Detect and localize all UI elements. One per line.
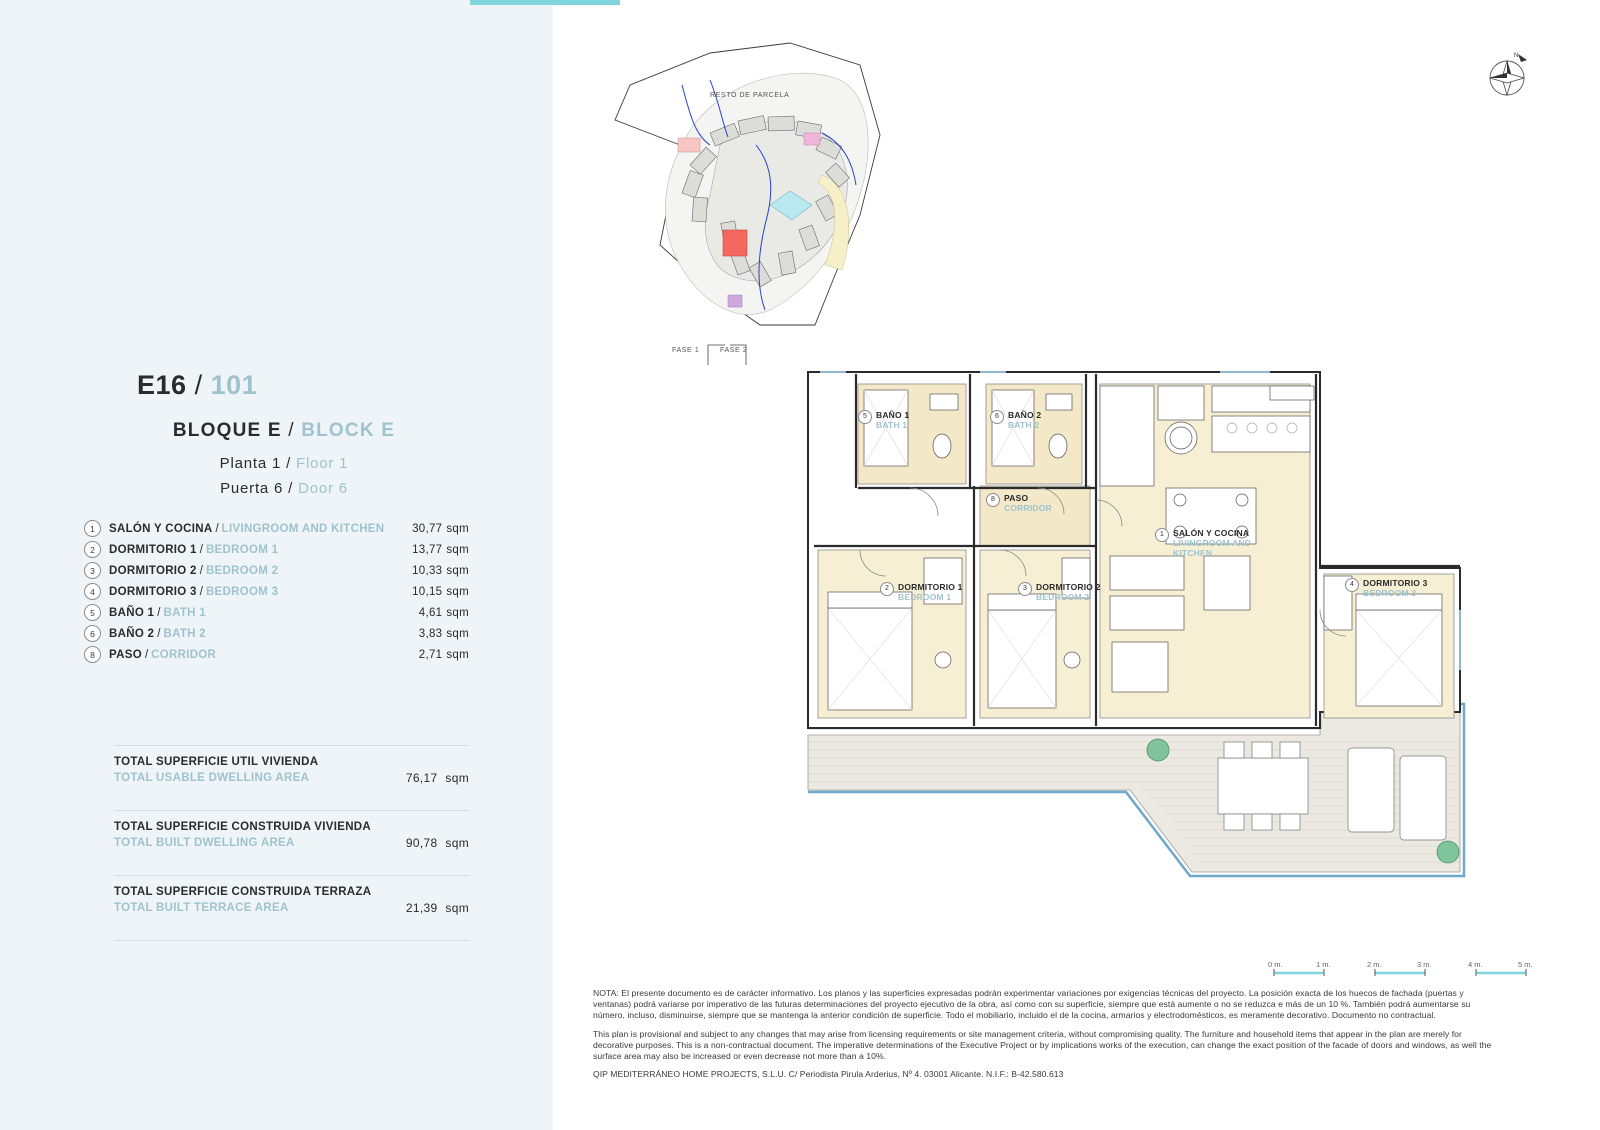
sitemap-phase2-label: FASE 2 [720,347,748,354]
room-area-unit: sqm [446,564,469,577]
room-area [384,523,469,535]
block-label-es: BLOQUE E [172,420,282,441]
room-name-en: BATH 1 [163,606,206,619]
plan-tag-bath-1 [858,410,909,430]
room-row [84,560,469,581]
total-value [406,901,469,915]
total-terrace-area [114,876,469,941]
door-line [84,480,484,497]
floor-label-es: Planta 1 [219,455,282,472]
plan-tag-number: 8 [986,493,1000,507]
room-schedule [84,518,469,665]
room-area [377,649,469,661]
plan-tag-number: 3 [1018,582,1032,596]
door-label-en: Door 6 [298,480,348,497]
floor-separator: / [286,455,292,472]
plan-tag-en: BATH 2 [1008,420,1040,430]
block-separator: / [288,420,295,441]
total-label-es: TOTAL SUPERFICIE CONSTRUIDA TERRAZA [114,886,372,898]
total-value-unit: sqm [445,836,469,850]
sitemap-phase1-label: FASE 1 [672,347,700,354]
block-line [84,420,484,442]
scale-label-4: 4 m. [1468,960,1483,969]
room-number-badge: 5 [84,604,101,621]
room-name-separator: / [157,606,161,619]
total-label-es: TOTAL SUPERFICIE UTIL VIVIENDA [114,756,319,768]
plan-tag-en: BATH 1 [876,420,908,430]
plan-tag-es: SALÓN Y COCINA [1173,528,1250,538]
room-number-badge: 3 [84,562,101,579]
total-value [406,771,469,785]
scale-bar-svg [1270,960,1535,978]
room-area-unit: sqm [446,543,469,556]
block-label-en: BLOCK E [301,420,396,441]
total-value [406,836,469,850]
unit-title-separator: / [194,370,203,400]
plan-tag-bedroom-3 [1345,578,1428,598]
site-map-svg [560,25,920,365]
total-value-unit: sqm [445,771,469,785]
room-name-en: BEDROOM 1 [205,543,279,556]
room-row [84,602,469,623]
room-name-separator: / [199,543,203,556]
sitemap-parcel-label: RESTO DE PARCELA [710,92,790,99]
floor-label-en: Floor 1 [296,455,349,472]
total-label-en: TOTAL USABLE DWELLING AREA [114,772,310,784]
scale-label-1: 1 m. [1316,960,1331,969]
total-value-number: 76,17 [405,771,438,785]
room-name-en: LIVINGROOM AND KITCHEN [221,522,385,535]
plan-tag-en: BEDROOM 1 [898,592,952,602]
plan-tag-bedroom-2 [1018,582,1101,602]
room-number-badge: 1 [84,520,101,537]
plan-tag-es: PASO [1004,493,1029,503]
room-name-en: BEDROOM 2 [205,564,279,577]
plan-tag-bedroom-1 [880,582,963,602]
room-name-es: DORMITORIO 1 [109,543,197,556]
unit-title [137,370,257,401]
room-area [377,607,469,619]
compass-north-letter: N [1514,53,1519,59]
room-row [84,518,469,539]
room-name-es: BAÑO 2 [109,627,155,640]
room-area-value: 10,33 [412,564,443,577]
plan-tag-es: BAÑO 1 [876,410,910,420]
plan-tag-es: BAÑO 2 [1008,410,1042,420]
room-row [84,539,469,560]
room-name-es: PASO [109,648,142,661]
total-usable-area [114,745,469,811]
room-number-badge: 2 [84,541,101,558]
plan-tag-en: BEDROOM 3 [1363,588,1417,598]
plan-tag-es: DORMITORIO 3 [1363,578,1428,588]
room-row [84,644,469,665]
info-panel [0,0,553,1130]
company-info: QIP MEDITERRÁNEO HOME PROJECTS, S.L.U. C/ Periodista Pirula Arderius, Nº 4. 03001 Alicante. N.I.F.: B-42.580.613 [593,1069,1064,1080]
room-area-value: 10,15 [412,585,443,598]
total-label-es: TOTAL SUPERFICIE CONSTRUIDA VIVIENDA [114,821,372,833]
room-name-es: DORMITORIO 3 [109,585,197,598]
room-name-es: SALÓN Y COCINA [109,522,213,535]
room-area-unit: sqm [446,585,469,598]
room-number-badge: 6 [84,625,101,642]
total-label-en: TOTAL BUILT DWELLING AREA [114,837,295,849]
room-number-badge: 8 [84,646,101,663]
total-value-number: 21,39 [405,901,438,915]
room-name-es: BAÑO 1 [109,606,155,619]
room-name-separator: / [144,648,149,661]
note-english: This plan is provisional and subject to any changes that may arise from licensing requirements or site management criteria, without compromising quality. The furniture and household items that appear in the plan are merely for decorative purposes. This is a non-contractual document. The imperative determinations of the Executive Project or by implications works of the execution, can change the exact position of the facade of doors and windows, as well the surface area may also be increased or even decrease not more than a 10%. [593,1028,1492,1062]
total-built-area [114,811,469,876]
room-area-unit: sqm [446,648,469,661]
room-area-value: 4,61 [418,606,443,619]
floor-plan-drawing [800,360,1520,940]
scale-label-5: 5 m. [1518,960,1533,969]
scale-label-2: 2 m. [1367,960,1382,969]
room-name-separator: / [157,627,161,640]
accent-bar [470,0,620,5]
plan-tag-es: DORMITORIO 2 [1036,582,1101,592]
floor-plan-svg [800,360,1520,940]
plan-tag-corridor [986,493,1052,513]
compass-rose-icon [1478,48,1536,106]
room-area-value: 30,77 [412,522,443,535]
room-name-en: BEDROOM 3 [205,585,279,598]
room-area-unit: sqm [446,627,469,640]
room-area-unit: sqm [446,606,469,619]
plan-tag-en: BEDROOM 2 [1036,592,1090,602]
door-label-es: Puerta 6 [220,480,284,497]
room-row [84,623,469,644]
plan-tag-en: CORRIDOR [1004,503,1052,513]
scale-label-0: 0 m. [1268,960,1283,969]
room-row [84,581,469,602]
totals-section [114,745,469,941]
scale-bar [1270,960,1535,978]
plan-tag-bath-2 [990,410,1041,430]
plan-tag-es: DORMITORIO 1 [898,582,963,592]
room-area [377,628,469,640]
plan-tag-livingroom-kitchen [1155,528,1275,558]
door-separator: / [288,480,294,497]
total-label-en: TOTAL BUILT TERRACE AREA [114,902,289,914]
plan-tag-number: 4 [1345,578,1359,592]
plan-tag-number: 1 [1155,528,1169,542]
room-name-separator: / [199,585,203,598]
room-name-separator: / [199,564,203,577]
total-value-unit: sqm [445,901,469,915]
legal-notes [593,988,1503,1080]
unit-alt-code: 101 [210,370,258,400]
room-name-es: DORMITORIO 2 [109,564,197,577]
plan-tag-number: 2 [880,582,894,596]
plan-tag-en: LIVINGROOM AND KITCHEN [1173,538,1252,558]
total-value-number: 90,78 [405,836,438,850]
room-area [377,586,469,598]
room-name-separator: / [215,522,219,535]
room-area-value: 2,71 [418,648,443,661]
room-name-en: BATH 2 [163,627,206,640]
unit-code: E16 [137,370,187,400]
room-area [377,544,469,556]
room-area-value: 3,83 [418,627,443,640]
room-area-unit: sqm [446,522,469,535]
scale-label-3: 3 m. [1417,960,1432,969]
room-name-en: CORRIDOR [151,648,217,661]
site-location-map [560,25,920,365]
plan-tag-number: 6 [990,410,1004,424]
room-area [377,565,469,577]
note-spanish: NOTA: El presente documento es de carácter informativo. Los planos y las superficies expresadas podrán experimentar variaciones por exigencias técnicas del proyecto. La posición exacta de los huecos de fachada (puertas y ventanas) podrá variarse por imperativo de las futuras determinaciones del proyecto ejecutivo de la obra, así como con su superficie, siempre que está aumente o no se reduzca e más de un 10 %. También podrá aumentarse su número, incluso, disminuirse, siempre que se mantenga la anterior condición de superficie. Todo el mobiliario, incluido el de la cocina, armarios y electrodomésticos, es meramente decorativo. Documento no contractual. [593,988,1471,1021]
room-area-value: 13,77 [412,543,443,556]
floor-line [84,455,484,472]
room-number-badge: 4 [84,583,101,600]
plan-tag-number: 5 [858,410,872,424]
